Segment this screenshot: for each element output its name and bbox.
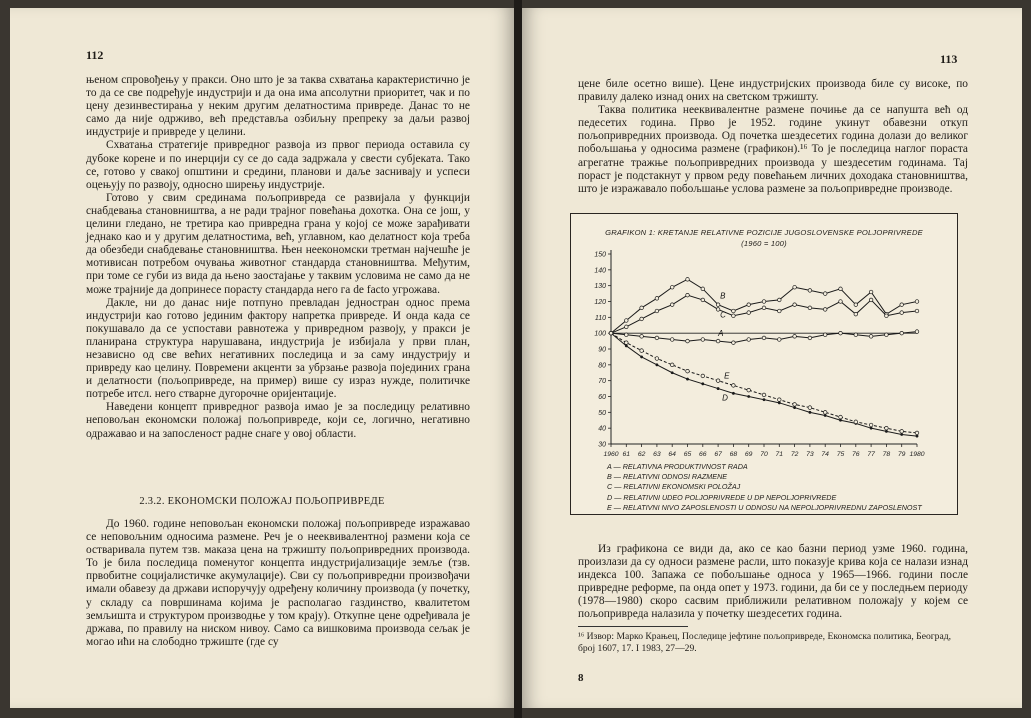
series-label: B [720, 291, 726, 301]
legend-entry: E — RELATIVNI NIVO ZAPOSLENOSTI U ODNOSU NA NEPOLJOPRIVREDNU ZAPOSLENOST [607, 502, 922, 512]
data-point [670, 363, 674, 367]
series-label: E [724, 371, 730, 381]
data-point [747, 395, 750, 398]
data-point [839, 419, 842, 422]
footnote-rule [578, 626, 688, 627]
data-point [900, 430, 904, 434]
data-point [670, 285, 674, 289]
data-point [869, 423, 873, 427]
data-point [716, 339, 720, 343]
data-point [915, 300, 919, 304]
page-number: 112 [86, 48, 104, 62]
series-line-d [611, 333, 917, 436]
data-point [869, 298, 873, 302]
chart-figure [570, 213, 958, 515]
data-point [870, 427, 873, 430]
data-point [762, 393, 766, 397]
data-point [686, 278, 690, 282]
data-point [670, 338, 674, 342]
data-point [885, 426, 889, 430]
paragraph: цене биле осетно више). Цене индустријских производа биле су високе, по правилу далеко изнад оних на светском тржишту. [578, 78, 968, 104]
x-tick-label: 1960 [603, 451, 619, 458]
data-point [916, 435, 919, 438]
data-point [778, 401, 781, 404]
data-point [839, 331, 843, 335]
data-point [854, 303, 858, 307]
left-page-body [86, 74, 470, 441]
data-point [732, 314, 736, 318]
y-tick-label: 80 [598, 362, 606, 370]
section-heading: 2.3.2. ЕКОНОМСКИ ПОЛОЖАЈ ПОЉОПРИВРЕДЕ [139, 496, 385, 507]
y-tick-label: 50 [598, 409, 606, 417]
data-point [716, 379, 720, 383]
data-point [655, 336, 659, 340]
data-point [640, 335, 644, 339]
data-point [915, 330, 919, 334]
data-point [854, 333, 858, 337]
y-tick-label: 90 [598, 346, 606, 354]
x-tick-label: 64 [668, 451, 676, 458]
y-tick-label: 40 [598, 425, 606, 433]
legend-entry: D — RELATIVNI UDEO POLJOPRIVREDE U DP NEPOLJOPRIVREDE [607, 492, 837, 502]
y-tick-label: 30 [598, 441, 606, 449]
data-point [808, 406, 812, 410]
legend-entry: B — RELATIVNI ODNOSI RAZMENE [607, 472, 728, 482]
paragraph: Из графикона се види да, ако се као базни период узме 1960. година, произлази да су односи размене расли, што показује крива која се налази изнад индекса 100. Запажа се побољшање односа у 1965—1966. години после привредне реформе, па онда опет у 1973. години, да би се у последњем периоду (1978—1980) скоро сасвим приближили релативном положају у којем се пољопривреда налазила у почетку шездесетих година. [578, 543, 968, 621]
data-point [778, 309, 782, 313]
x-tick-label: 63 [653, 451, 661, 458]
data-point [808, 306, 812, 310]
data-point [793, 406, 796, 409]
line-chart [571, 246, 957, 486]
data-point [839, 300, 843, 304]
data-point [671, 371, 674, 374]
data-point [869, 335, 873, 339]
data-point [809, 411, 812, 414]
data-point [701, 382, 704, 385]
x-tick-label: 70 [760, 451, 768, 458]
x-tick-label: 75 [836, 451, 845, 458]
data-point [762, 336, 766, 340]
x-tick-label: 66 [699, 451, 707, 458]
data-point [885, 333, 889, 337]
paragraph: Наведени концепт привредног развоја имао је за последицу релативно неповољан економски положај пољопривреде, који се, логично, негативно одражавао и на запосленост радне снаге у овој области. [86, 401, 470, 440]
data-point [686, 293, 690, 297]
y-tick-label: 60 [598, 394, 606, 401]
chart-legend [607, 462, 922, 513]
x-tick-label: 69 [744, 451, 753, 458]
right-page-body-after [578, 543, 968, 622]
x-tick-label: 76 [852, 451, 860, 458]
data-point [808, 336, 812, 340]
data-point [716, 303, 720, 307]
data-point [823, 411, 827, 415]
data-point [732, 384, 736, 388]
x-tick-label: 72 [790, 451, 799, 458]
data-point [640, 349, 644, 353]
bottom-mark: 8 [578, 672, 584, 684]
chart-subtitle: (1960 = 100) [741, 239, 787, 248]
data-point [854, 312, 858, 316]
series-label: A [718, 329, 724, 339]
data-point [686, 369, 690, 373]
data-point [915, 431, 919, 435]
right-page-body [578, 78, 968, 196]
page-number: 113 [940, 52, 958, 66]
data-point [655, 309, 659, 313]
x-tick-label: 67 [714, 451, 722, 458]
data-point [656, 363, 659, 366]
data-point [732, 341, 736, 345]
data-point [900, 433, 903, 436]
paragraph: До 1960. године неповољан економски положај пољопривреде изражавао се неповољним односима размене. Реч је о нееквивалентној размени која се остваривала путем тзв. маказа цена на тржишту пољопривредних производа. То је била последица поменутог концепта индустријализације земље (тзв. првобитне социјалистичке акумулације). Сви су пољопривредни произвођачи имали обавезу да држави испоручују одређену количину производа (у почетку, у складу са површинама којима је располагао газдинство, квалитетом земљишта и структуром производње у том крају). Откупне цене одређивала је држава, по правилу на ниском нивоу. Само са вишковима производа сељак је могао ићи на слободно тржиште (где су [86, 518, 470, 648]
paragraph: Таква политика нееквивалентне размене почиње да се напушта већ од педесетих година. Прво је 1952. године укинут обавезни откуп пољопривредних производа. Од почетка шездесетих година долази до великог побољшања у односима размене (графикон).¹⁶ То је последица наглог пораста агрегатне тражње пољопривредних производа у шездесетим годинама. Тај пораст је подстакнут у првом реду повећањем личних доходака становништва, што је изражавало побољшање услова размене за пољопривредне производе. [578, 104, 968, 195]
x-tick-label: 65 [683, 451, 692, 458]
chart-title: GRAFIKON 1: KRETANJE RELATIVNE POZICIJE JUGOSLOVENSKE POLJOPRIVREDE [605, 228, 923, 237]
data-point [701, 298, 705, 302]
left-page [10, 8, 514, 708]
data-point [900, 331, 904, 335]
paragraph: Дакле, ни до данас није потпуно превладан једностран однос према индустрији као готово јединим фактору напретка привреде. И онда када се покушавало да се успостави равнотежа у привредном развоју, у пракси је планирана структура нарушавана, индустрија је избијала у први план, независно од све већих негативних последица и за саму индустрију и привреду као целину. Повремени акценти за убрзање развоја појединих грана и делатности (пољопривреде, на пример) више су израз нужде, политичке потребе итсл. него стварне дугорочне оријентације. [86, 296, 470, 401]
book-gutter [514, 0, 522, 718]
data-point [839, 415, 843, 419]
data-point [625, 341, 629, 345]
data-point [747, 388, 751, 392]
data-point [609, 331, 613, 335]
data-point [655, 297, 659, 301]
data-point [793, 335, 797, 339]
data-point [686, 378, 689, 381]
y-tick-label: 130 [594, 283, 606, 291]
data-point [747, 303, 751, 307]
data-point [747, 311, 751, 315]
data-point [900, 303, 904, 307]
data-point [778, 338, 782, 342]
data-point [625, 344, 628, 347]
legend-entry: C — RELATIVNI EKONOMSKI POLOŽAJ [607, 482, 741, 492]
data-point [625, 333, 629, 337]
data-point [839, 287, 843, 291]
paragraph: Схватања стратегије привредног развоја из првог периода оставила су дубоке корене и по инерцији су се до сада задржала у свести субјеката. Тако се, готово у свакој општини и средини, планови и даље заснивају и успеси оцењују по развоју, односно ширењу индустрије. [86, 139, 470, 191]
data-point [670, 303, 674, 307]
data-point [732, 309, 736, 313]
data-point [701, 287, 705, 291]
data-point [854, 420, 858, 424]
data-point [701, 338, 705, 342]
right-page [522, 8, 1022, 708]
y-tick-label: 140 [594, 267, 606, 275]
left-page-body-after [86, 518, 470, 649]
y-tick-label: 70 [598, 378, 606, 386]
data-point [900, 311, 904, 315]
data-point [625, 325, 629, 329]
data-point [915, 309, 919, 313]
x-tick-label: 78 [882, 451, 891, 458]
data-point [763, 398, 766, 401]
data-point [808, 289, 812, 293]
data-point [655, 357, 659, 361]
data-point [686, 339, 690, 343]
x-tick-label: 68 [729, 451, 738, 458]
y-tick-label: 150 [594, 251, 606, 259]
data-point [885, 430, 888, 433]
y-tick-label: 100 [594, 330, 606, 338]
data-point [625, 319, 629, 323]
data-point [823, 308, 827, 312]
x-tick-label: 74 [821, 451, 829, 458]
y-tick-label: 110 [594, 314, 606, 322]
data-point [885, 314, 889, 318]
data-point [640, 317, 644, 321]
series-label: D [722, 393, 728, 403]
data-point [869, 290, 873, 294]
data-point [747, 338, 751, 342]
data-point [824, 414, 827, 417]
footnote: ¹⁶ Извор: Марко Крањец, Последице јефтине пољопривреде, Економска политика, Београд, број 1607, 17. I 1983, 27—29. [578, 631, 952, 654]
data-point [732, 392, 735, 395]
series-line-e [611, 333, 917, 433]
data-point [823, 333, 827, 337]
x-tick-label: 61 [622, 451, 631, 458]
x-tick-label: 73 [806, 451, 814, 458]
x-tick-label: 79 [897, 451, 906, 458]
x-tick-label: 1980 [909, 451, 925, 458]
data-point [640, 306, 644, 310]
data-point [793, 285, 797, 289]
legend-entry: A — RELATIVNA PRODUKTIVNOST RADA [607, 462, 748, 471]
data-point [762, 300, 766, 304]
series-label: C [720, 310, 726, 320]
data-point [778, 398, 782, 402]
data-point [823, 292, 827, 296]
data-point [640, 356, 643, 359]
y-tick-label: 120 [594, 299, 606, 306]
data-point [717, 387, 720, 390]
x-tick-label: 62 [637, 451, 646, 458]
data-point [793, 303, 797, 307]
x-tick-label: 71 [775, 451, 784, 458]
paragraph: њеном спровођењу у пракси. Оно што је за таква схватања карактеристично је то да се све подређује индустрији и да она има апсолутни приоритет, чак и по цену дезинвестирања у неким другим делатностима привреде. Данас то не само да није одрживо, већ представља озбиљну препреку за даљи развој индустрије и привреде у целини. [86, 74, 470, 139]
data-point [762, 306, 766, 310]
paragraph: Готово у свим срединама пољопривреда се развијала у функцији снабдевања становништва, а не ради трајног повећања дохотка. Она се још, у целини гледано, не третира као привредна грана у којој се може зарађивати једнако као и у другим делатностима, већ, углавном, као делатност која треба да обезбеди снабдевање становништва. Њен неекономски третман најчешће је мотивисан потребом очувања животног стандарда становништва. Међутим, при томе се губи из вида да њено заостајање у таквим условима не само да не може трајније да допринесе порасту стандарда него га de facto угрожава. [86, 191, 470, 296]
x-tick-label: 77 [867, 451, 875, 458]
data-point [701, 374, 705, 378]
data-point [793, 403, 797, 407]
data-point [778, 298, 782, 302]
